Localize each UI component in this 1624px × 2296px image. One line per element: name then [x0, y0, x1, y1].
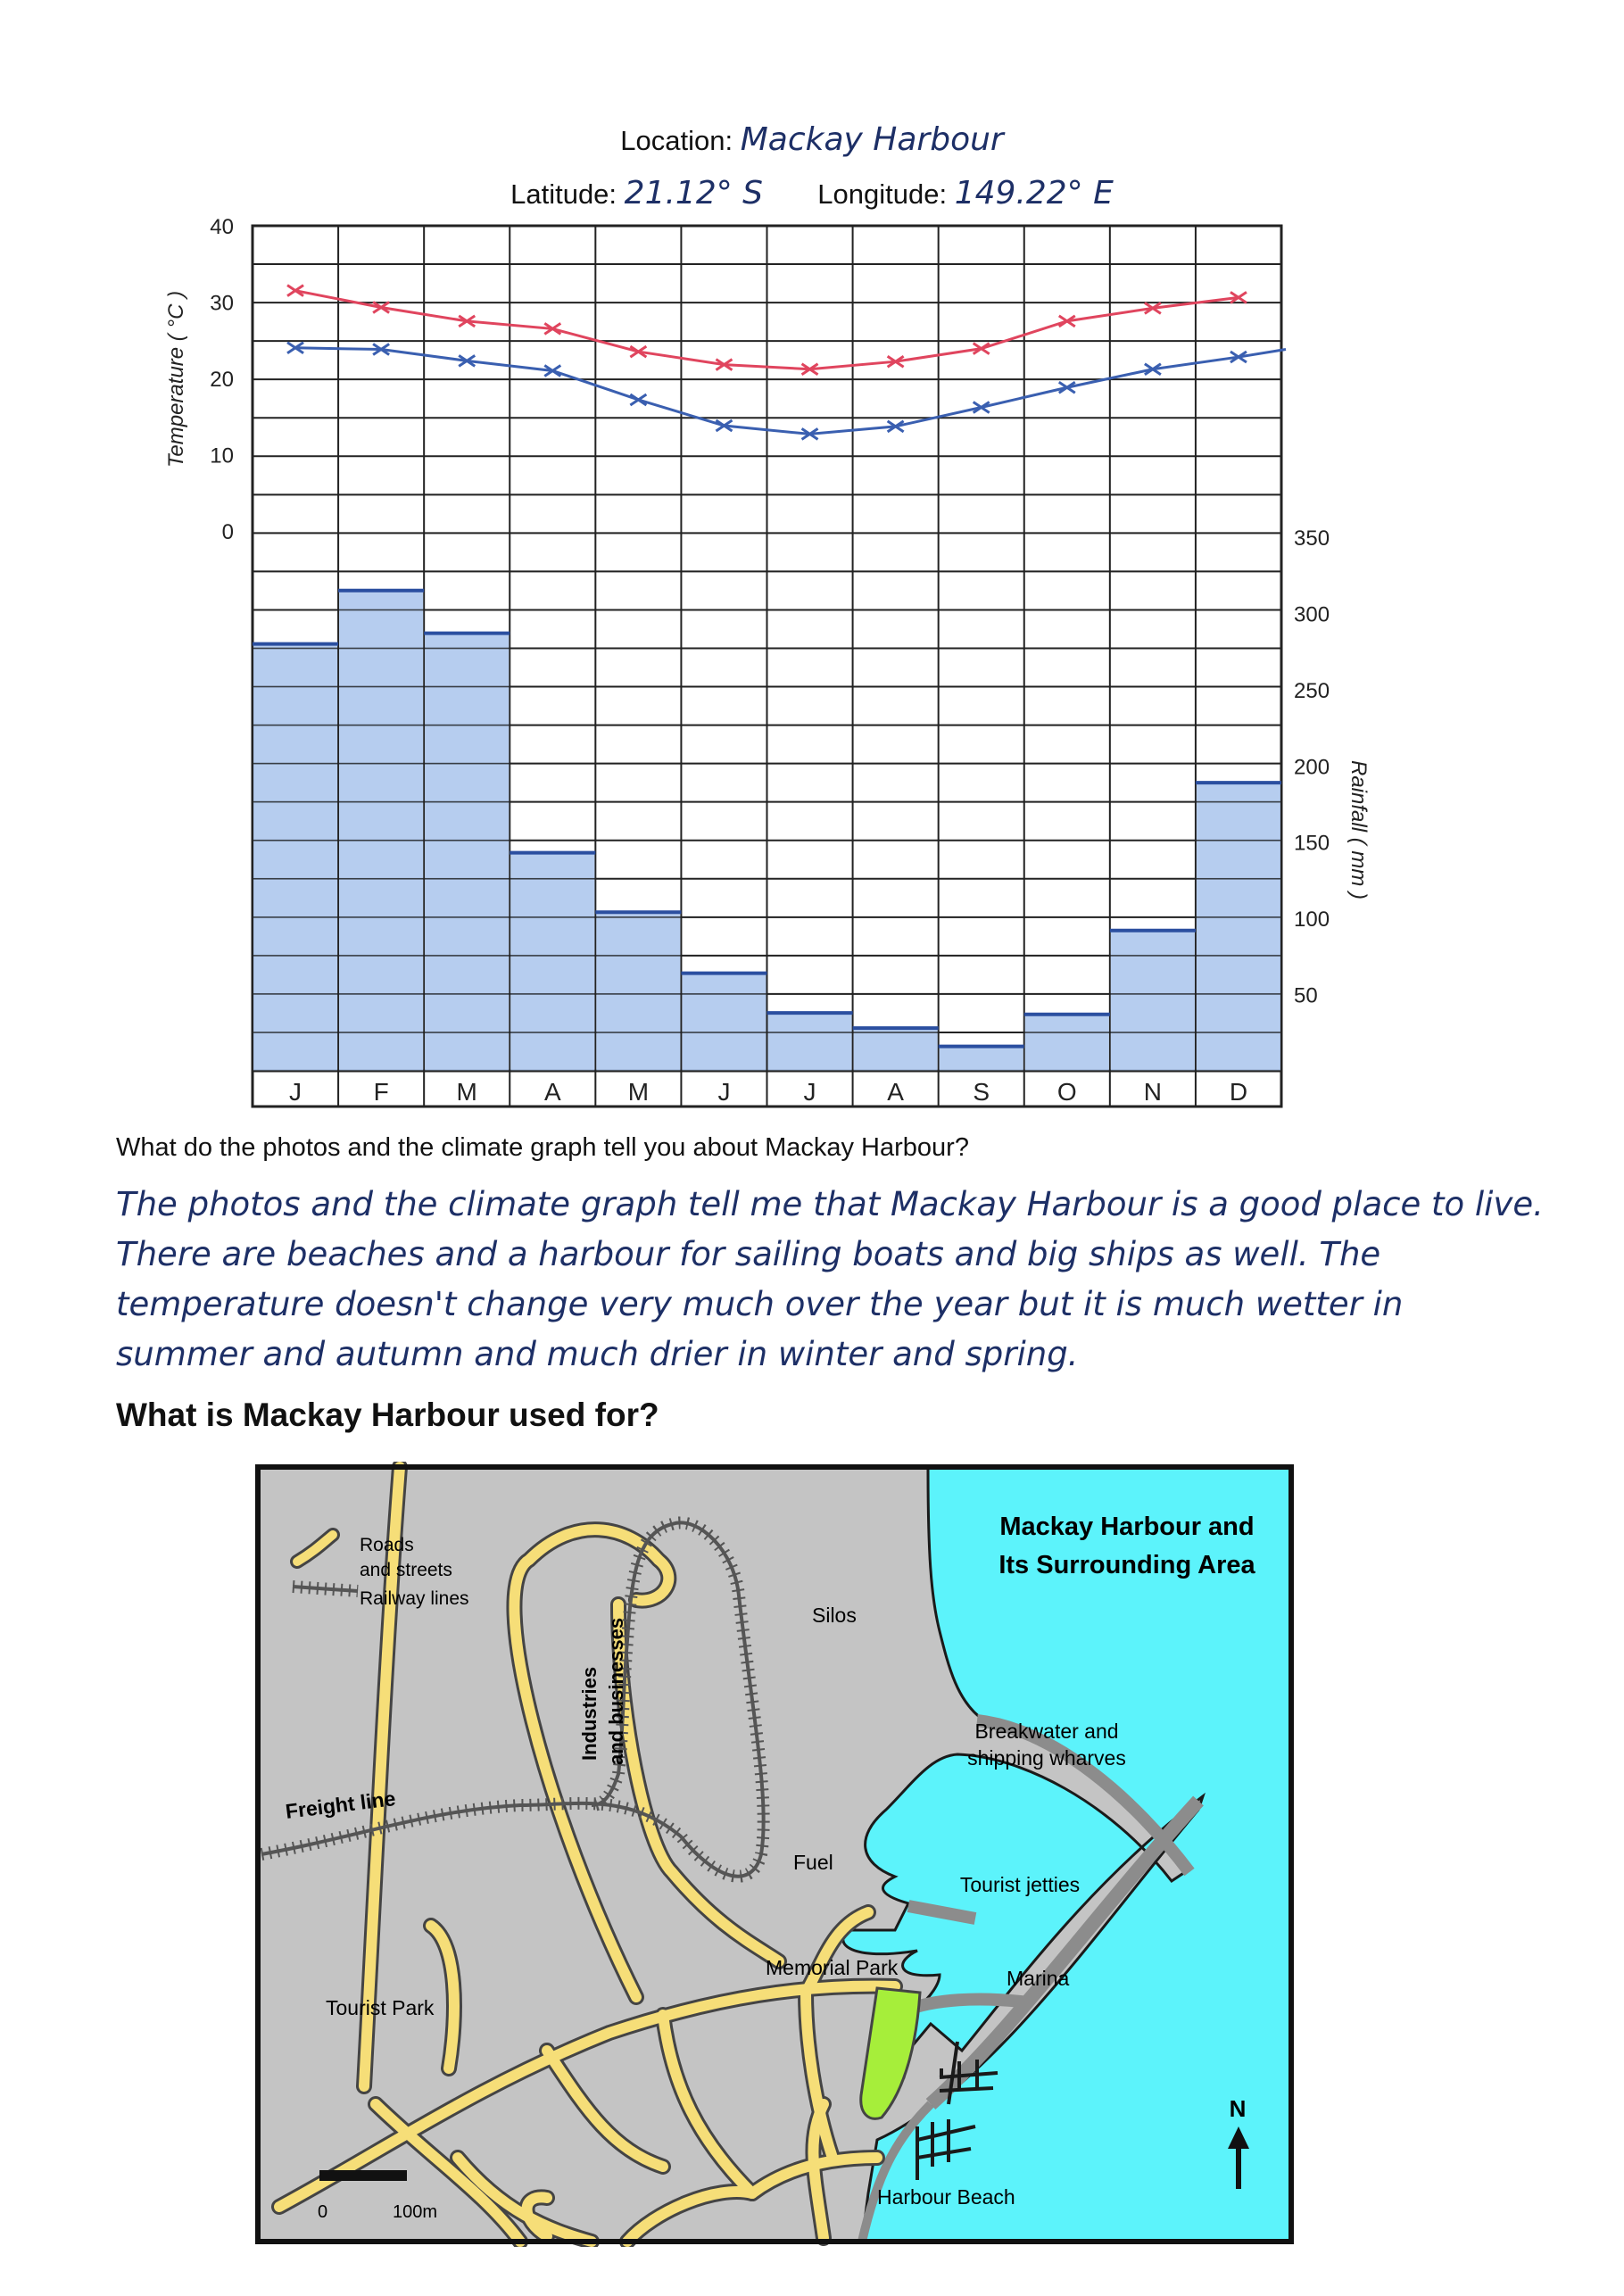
legend-roads-line2: and streets	[360, 1560, 452, 1580]
month-label: J	[289, 1078, 302, 1106]
rainfall-tick-label: 150	[1294, 831, 1330, 856]
temperature-axis-label: Temperature ( °C )	[164, 290, 188, 468]
month-label: M	[627, 1078, 650, 1106]
label-tourist-park: Tourist Park	[326, 1996, 435, 2019]
label-fuel: Fuel	[793, 1851, 833, 1874]
month-label: D	[1229, 1078, 1248, 1106]
rainfall-tick-label: 350	[1294, 526, 1330, 551]
rainfall-bar	[425, 634, 509, 1071]
legend-railway: Railway lines	[360, 1588, 469, 1609]
longitude-value: 149.22° E	[954, 175, 1114, 211]
scale-bar	[319, 2170, 407, 2181]
north-label: N	[1229, 2095, 1247, 2122]
legend-roads-line1: Roads	[360, 1535, 414, 1555]
rainfall-bar	[682, 974, 766, 1071]
label-freight-line: Freight line	[284, 1786, 397, 1823]
question-text: What do the photos and the climate graph tell you about Mackay Harbour?	[116, 1133, 969, 1162]
latitude-value: 21.12° S	[624, 175, 764, 211]
label-breakwater-line1: Breakwater and	[974, 1720, 1119, 1743]
map-title-line1: Mackay Harbour and	[999, 1513, 1255, 1541]
rainfall-bar	[510, 853, 594, 1071]
label-industries-line2: and businesses	[605, 1617, 627, 1765]
climate-graph	[0, 0, 1624, 1124]
temperature-tick-label: 10	[210, 443, 234, 468]
rainfall-tick-label: 300	[1294, 602, 1330, 627]
rainfall-bar	[596, 912, 680, 1071]
rainfall-tick-label: 100	[1294, 908, 1330, 932]
month-label: O	[1056, 1078, 1077, 1106]
temperature-tick-label: 0	[221, 520, 234, 544]
rainfall-bar	[940, 1047, 1023, 1071]
label-silos: Silos	[812, 1604, 857, 1627]
rainfall-bar	[854, 1028, 938, 1071]
month-label: S	[973, 1078, 990, 1106]
label-memorial-park: Memorial Park	[766, 1956, 899, 1979]
rainfall-bar	[1025, 1015, 1109, 1071]
temperature-tick-label: 30	[210, 291, 234, 316]
scale-100m: 100m	[393, 2202, 438, 2222]
temperature-tick-label: 40	[210, 215, 234, 239]
temperature-lines	[287, 286, 1286, 440]
rainfall-bar	[1111, 931, 1195, 1071]
latitude-label: Latitude:	[510, 178, 617, 210]
location-label: Location:	[620, 125, 733, 156]
month-label: A	[887, 1078, 904, 1106]
answer-text: The photos and the climate graph tell me that Mackay Harbour is a good place to live. There are beaches and a harbour for sailing boats and big ships as well. The temperature doesn't change very much over the year but it is much wetter in summer and autumn and much drier in winter and spring.	[116, 1185, 1544, 1373]
longitude-label: Longitude:	[817, 178, 948, 210]
label-breakwater-line2: shipping wharves	[967, 1746, 1126, 1770]
rainfall-axis-label: Rainfall ( mm )	[1346, 759, 1371, 900]
rainfall-tick-label: 250	[1294, 678, 1330, 703]
scale-zero: 0	[318, 2202, 328, 2222]
rainfall-bar	[768, 1013, 852, 1071]
min-temperature-point	[630, 394, 646, 405]
month-label: J	[803, 1078, 816, 1106]
rainfall-bar	[339, 591, 423, 1071]
rainfall-bar	[1197, 783, 1280, 1071]
temperature-tick-label: 20	[210, 368, 234, 392]
label-marina: Marina	[1007, 1967, 1070, 1990]
rainfall-tick-label: 50	[1294, 983, 1318, 1008]
min-temperature-line	[295, 348, 1286, 435]
rainfall-tick-label: 200	[1294, 755, 1330, 780]
month-label: M	[456, 1078, 477, 1106]
rainfall-bar	[253, 644, 337, 1071]
harbour-map	[253, 1462, 1297, 2247]
month-label: N	[1143, 1078, 1162, 1106]
label-industries-line1: Industries	[578, 1666, 601, 1761]
month-label: F	[373, 1078, 389, 1106]
map-title-line2: Its Surrounding Area	[998, 1551, 1255, 1579]
location-value: Mackay Harbour	[740, 121, 1004, 158]
month-label: J	[717, 1078, 731, 1106]
map-heading: What is Mackay Harbour used for?	[116, 1397, 659, 1433]
month-label: A	[543, 1078, 561, 1106]
label-tourist-jetties: Tourist jetties	[959, 1873, 1081, 1896]
label-harbour-beach: Harbour Beach	[877, 2185, 1015, 2209]
